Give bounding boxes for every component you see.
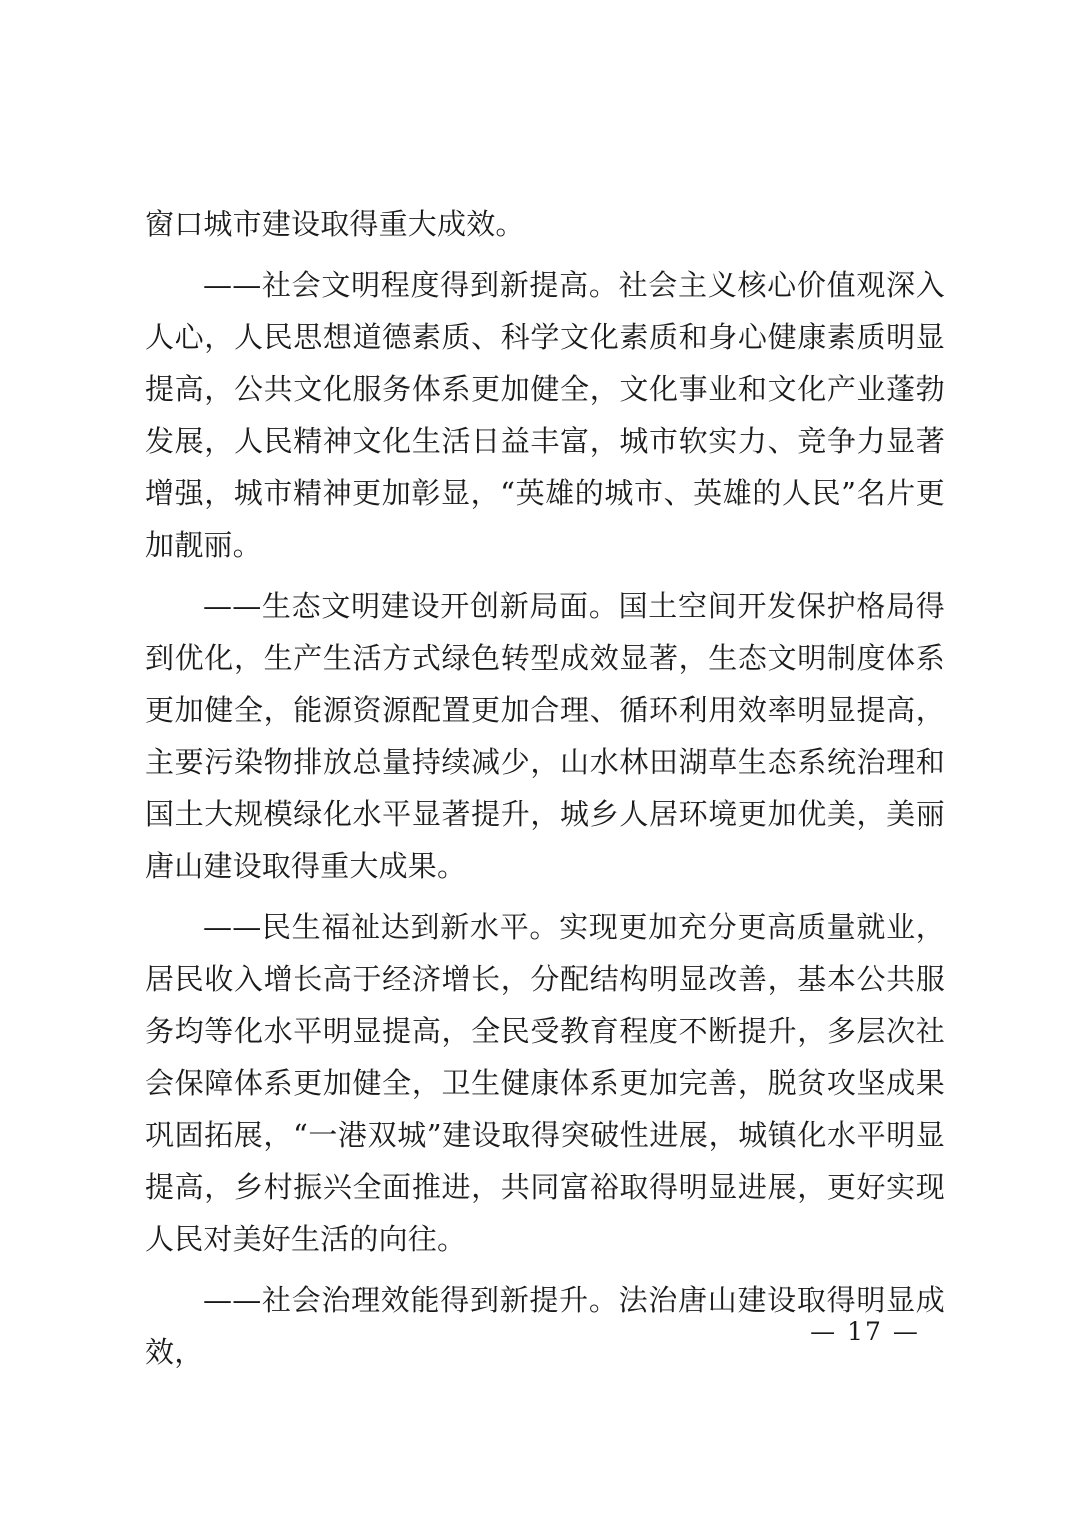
paragraph-social-civilization: ——社会文明程度得到新提高。社会主义核心价值观深入人心，人民思想道德素质、科学文化素质和身心健康素质明显提高，公共文化服务体系更加健全，文化事业和文化产业蓬勃发展，人民精神文化生活日益丰富，城市软实力、竞争力显著增强，城市精神更加彰显，“英雄的城市、英雄的人民”名片更加靓丽。 xyxy=(145,268,945,562)
paragraph-continuation: 窗口城市建设取得重大成效。 xyxy=(145,207,525,241)
paragraph-social-governance: ——社会治理效能得到新提升。法治唐山建设取得明显成效， xyxy=(145,1283,945,1369)
body-text xyxy=(145,198,945,1378)
paragraph-livelihood-wellbeing: ——民生福祉达到新水平。实现更加充分更高质量就业，居民收入增长高于经济增长，分配结构明显改善，基本公共服务均等化水平明显提高，全民受教育程度不断提升，多层次社会保障体系更加健全，卫生健康体系更加完善，脱贫攻坚成果巩固拓展，“一港双城”建设取得突破性进展，城镇化水平明显提高，乡村振兴全面推进，共同富裕取得明显进展，更好实现人民对美好生活的向往。 xyxy=(145,910,945,1256)
page-number: — 17 — xyxy=(810,1317,920,1346)
paragraph-ecological-civilization: ——生态文明建设开创新局面。国土空间开发保护格局得到优化，生产生活方式绿色转型成效显著，生态文明制度体系更加健全，能源资源配置更加合理、循环利用效率明显提高，主要污染物排放总量持续减少，山水林田湖草生态系统治理和国土大规模绿化水平显著提升，城乡人居环境更加优美，美丽唐山建设取得重大成果。 xyxy=(145,589,945,883)
